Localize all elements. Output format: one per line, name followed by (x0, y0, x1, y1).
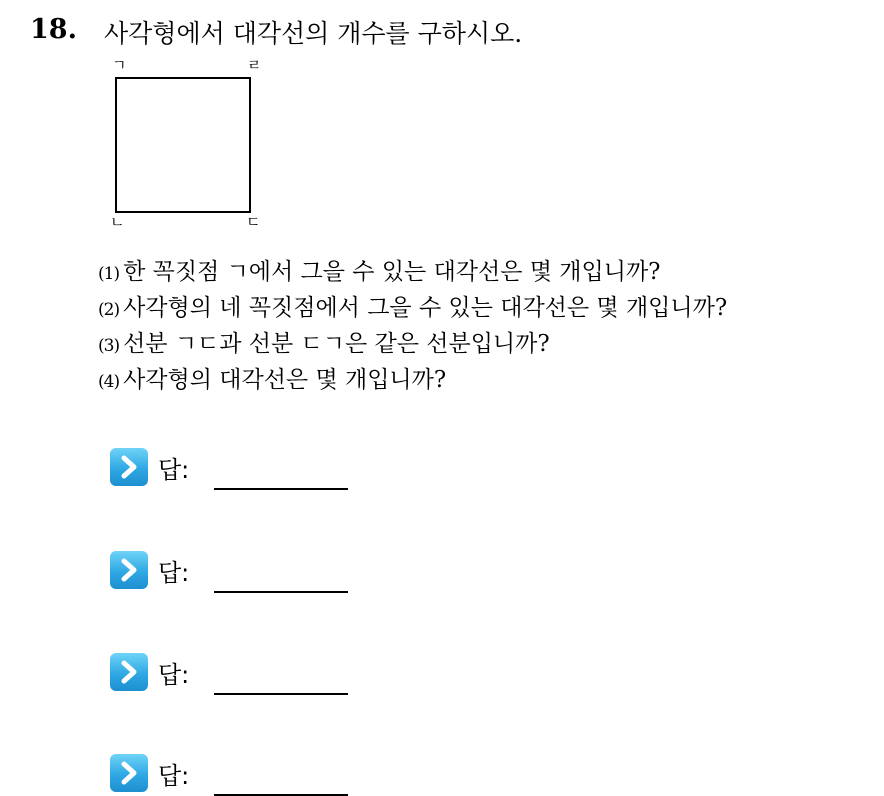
chevron-right-icon (110, 448, 148, 486)
square-figure (115, 77, 251, 213)
subquestion-4 (98, 361, 446, 394)
subquestion-number: (1) (98, 264, 120, 284)
subquestion-3 (98, 325, 550, 358)
answer-label: 답: (158, 661, 190, 689)
answer-row-4 (110, 754, 370, 794)
answer-row-3 (110, 653, 370, 693)
subquestion-number: (2) (98, 300, 120, 320)
answer-row-2 (110, 551, 370, 591)
answer-blank[interactable] (214, 488, 348, 490)
subquestion-number: (3) (98, 336, 120, 356)
subquestion-number: (4) (98, 372, 120, 392)
vertex-label-bottom-right: ㄷ (246, 213, 261, 231)
subquestion-2 (98, 289, 727, 322)
answer-row-1 (110, 448, 370, 488)
vertex-label-bottom-left: ㄴ (110, 213, 125, 231)
chevron-right-icon (110, 653, 148, 691)
subquestion-text: 선분 ㄱㄷ과 선분 ㄷㄱ은 같은 선분입니까? (123, 331, 550, 357)
vertex-label-top-right: ㄹ (247, 56, 262, 74)
answer-label: 답: (158, 456, 190, 484)
subquestion-text: 사각형의 네 꼭짓점에서 그을 수 있는 대각선은 몇 개입니까? (123, 295, 728, 321)
subquestion-text: 사각형의 대각선은 몇 개입니까? (123, 367, 447, 393)
answer-label: 답: (158, 762, 190, 790)
chevron-right-icon (110, 551, 148, 589)
vertex-label-top-left: ㄱ (112, 56, 127, 74)
answer-blank[interactable] (214, 693, 348, 695)
question-title: 사각형에서 대각선의 개수를 구하시오. (104, 19, 523, 48)
chevron-right-icon (110, 754, 148, 792)
answer-label: 답: (158, 559, 190, 587)
answer-blank[interactable] (214, 591, 348, 593)
subquestion-text: 한 꼭짓점 ㄱ에서 그을 수 있는 대각선은 몇 개입니까? (123, 259, 661, 285)
subquestion-1 (98, 253, 661, 286)
question-number: 18. (30, 14, 77, 45)
